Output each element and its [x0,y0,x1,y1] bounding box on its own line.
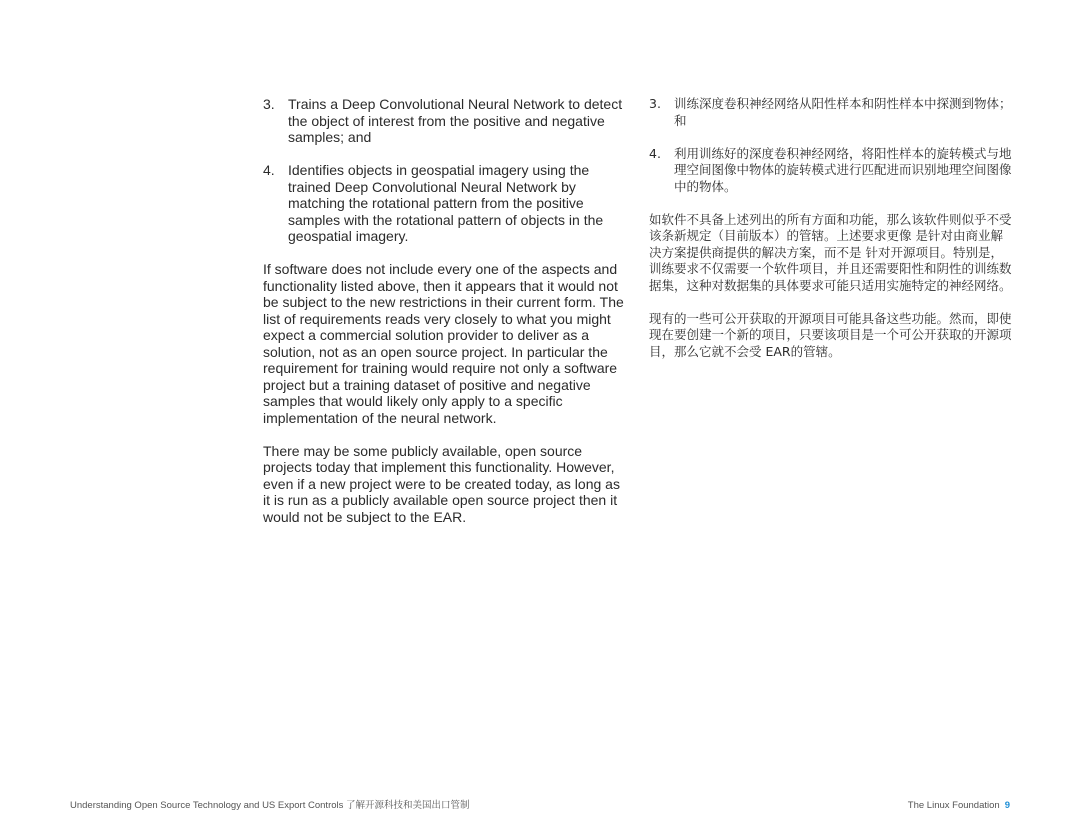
list-item-number: 4. [649,145,661,161]
english-numbered-list [263,96,628,245]
chinese-paragraph: 现有的一些可公开获取的开源项目可能具备这些功能。然而，即使现在要创建一个新的项目，只要该项目是一个可公开获取的开源项目，那么它就不会受 EAR的管辖。 [649,310,1012,359]
list-item-number: 4. [263,162,275,178]
list-item-text: 训练深度卷积神经网络从阳性样本和阴性样本中探测到物体；和 [674,96,1012,128]
english-column [263,96,628,542]
list-item-text: 利用训练好的深度卷积神经网络，将阳性样本的旋转模式与地理空间图像中物体的旋转模式进行匹配进而识别地理空间图像中的物体。 [674,145,1012,194]
english-paragraph: If software does not include every one of the aspects and functionality listed above, then it appears that it would not be subject to the new restrictions in their current form. The list of requirements reads very closely to what you might expect a commercial solution provider to deliver as a solution, not as an open source project. In particular the requirement for training would require not only a software project but a training dataset of positive and negative samples that would likely only apply to a specific implementation of the neural network. [263,261,624,426]
chinese-paragraph: 如软件不具备上述列出的所有方面和功能，那么该软件则似乎不受 该条新规定（目前版本）的管辖。上述要求更像 是针对由商业解决方案提供商提供的解决方案，而不是 针对开源项目。特别是，训练要求不仅需要一个软件项目，并且还需要阳性和阴性的训练数据集，这种对数据集的具体要求可能只适用实施特定的神经网络。 [649,211,1012,293]
list-item-number: 3. [649,96,661,111]
footer-organization: The Linux Foundation [907,800,1000,811]
page-number: 9 [1004,800,1010,811]
chinese-numbered-list [649,96,1014,195]
list-item [263,96,628,146]
footer-document-title: Understanding Open Source Technology and US Export Controls 了解开源科技和美国出口管制 [70,800,470,811]
list-item [263,162,628,245]
chinese-column [649,96,1014,377]
list-item [649,96,1014,129]
list-item-text: Trains a Deep Convolutional Neural Network to detect the object of interest from the positive and negative samples; and [288,96,623,145]
list-item [649,146,1014,196]
list-item-text: Identifies objects in geospatial imagery using the trained Deep Convolutional Neural Network by matching the rotational pattern from the positive samples with the rotational pattern of objects in the geospatial imagery. [288,162,604,244]
english-paragraph: There may be some publicly available, open source projects today that implement this functionality. However, even if a new project were to be created today, as long as it is run as a publicly available open source project then it would not be subject to the EAR. [263,442,620,525]
footer-right [908,800,1010,812]
list-item-number: 3. [263,96,275,112]
